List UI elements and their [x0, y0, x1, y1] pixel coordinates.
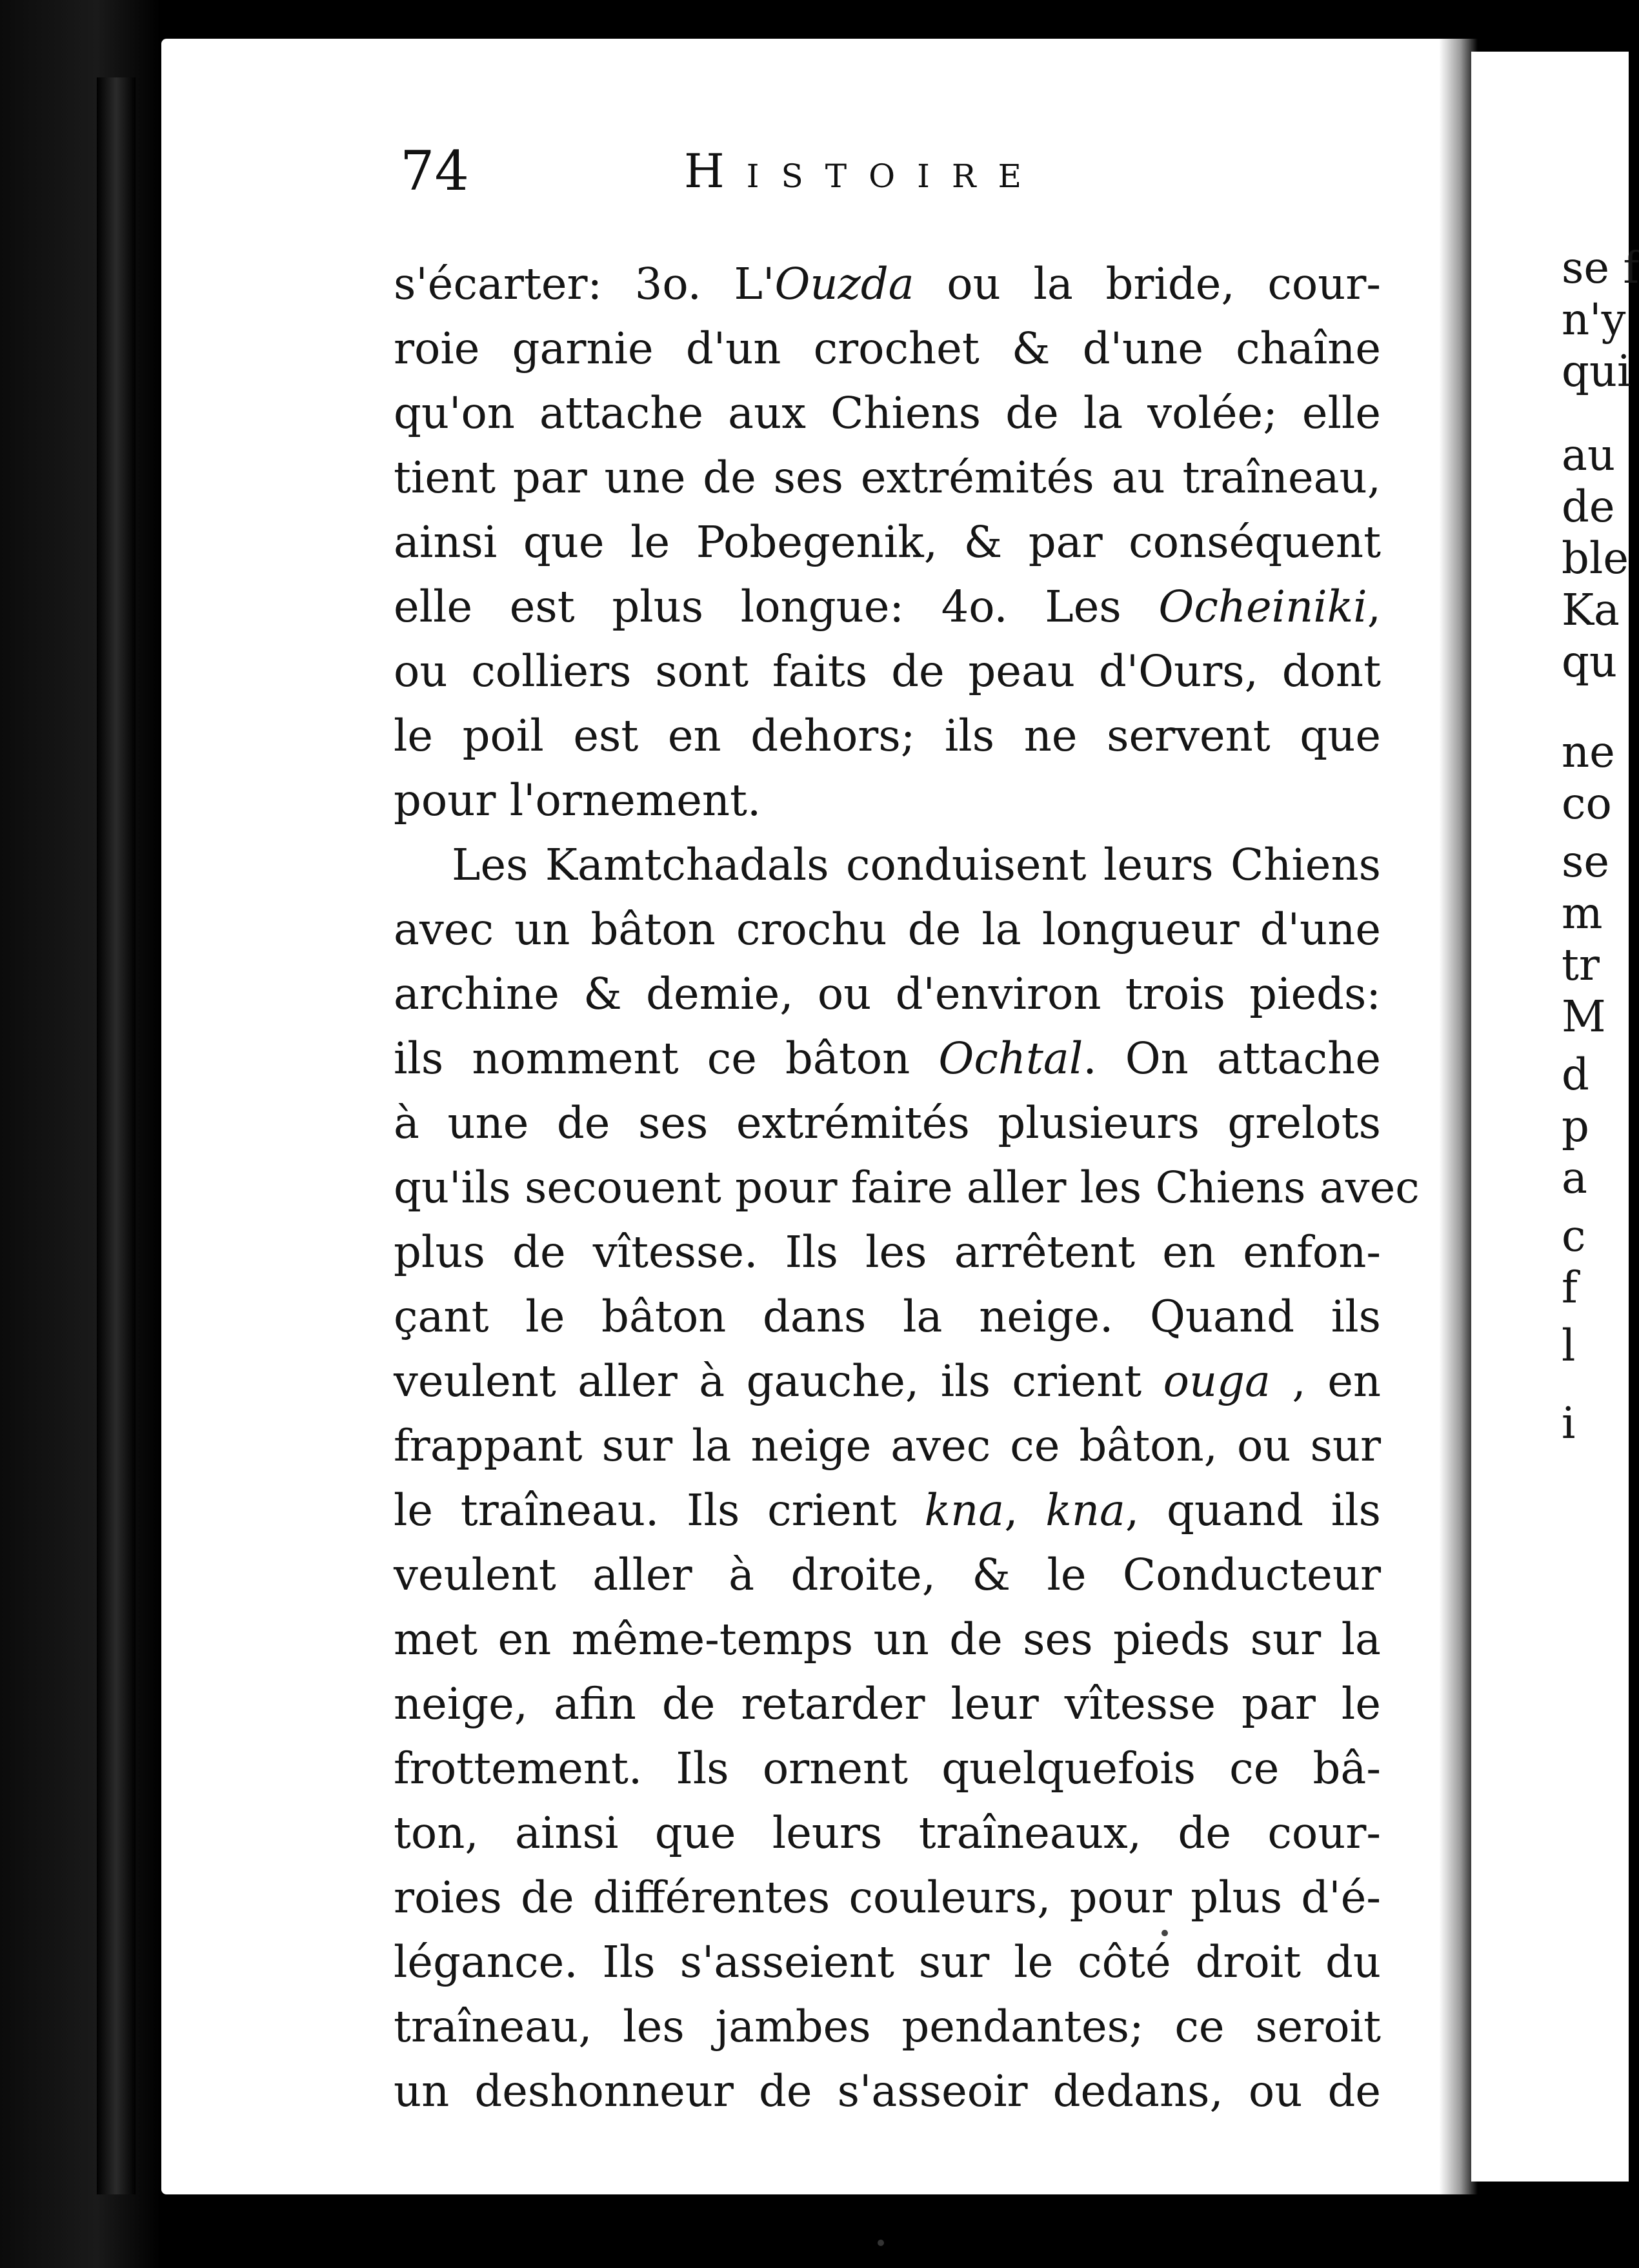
running-head: [400, 132, 1161, 210]
facing-line-fragment: au: [1562, 430, 1616, 480]
facing-line-fragment: se: [1562, 836, 1610, 887]
text-line: s'écarter: 3o. L'Ouzda ou la bride, cour-: [394, 259, 1381, 309]
page-number: 74: [400, 139, 469, 203]
ink-speck: [878, 2240, 884, 2246]
book-gutter: [0, 0, 161, 2268]
text-line: Les Kamtchadals conduisent leurs Chiens: [452, 840, 1381, 890]
text-line: archine & demie, ou d'environ trois pieds:: [394, 969, 1381, 1019]
facing-line-fragment: tr: [1562, 940, 1600, 990]
facing-line-fragment: m: [1562, 888, 1603, 938]
text-line: neige, afin de retarder leur vîtesse par le: [394, 1679, 1381, 1729]
text-line: elle est plus longue: 4o. Les Ocheiniki,: [394, 582, 1381, 632]
text-line: met en même-temps un de ses pieds sur la: [394, 1614, 1381, 1665]
text-line: qu'ils secouent pour faire aller les Chiens avec: [394, 1162, 1420, 1213]
facing-line-fragment: M: [1562, 991, 1606, 1042]
text-line: avec un bâton crochu de la longueur d'une: [394, 904, 1381, 955]
facing-line-fragment: ne: [1562, 727, 1615, 777]
text-line: frottement. Ils ornent quelquefois ce bâ-: [394, 1743, 1381, 1794]
text-line: le traîneau. Ils crient kna, kna, quand ils: [394, 1485, 1381, 1535]
page-stack-edge: [97, 77, 136, 2194]
text-line: frappant sur la neige avec ce bâton, ou sur: [394, 1421, 1381, 1471]
facing-line-fragment: co: [1562, 778, 1612, 829]
body-text: [394, 255, 1420, 2140]
facing-line-fragment: c: [1562, 1211, 1586, 1261]
text-line: roies de différentes couleurs, pour plus d'é-: [394, 1872, 1381, 1923]
text-line: légance. Ils s'asseient sur le côté droit du: [394, 1937, 1381, 1987]
text-line: ainsi que le Pobegenik, & par conséquent: [394, 517, 1381, 567]
text-line: çant le bâton dans la neige. Quand ils: [394, 1291, 1381, 1342]
facing-line-fragment: Ka: [1562, 585, 1620, 635]
text-line: un deshonneur de s'asseoir dedans, ou de: [394, 2066, 1381, 2116]
ink-speck: [1161, 1930, 1168, 1936]
facing-line-fragment: se f: [1562, 243, 1639, 293]
facing-line-fragment: qui: [1562, 346, 1631, 396]
text-line: le poil est en dehors; ils ne servent que: [394, 711, 1381, 761]
facing-line-fragment: f: [1562, 1262, 1578, 1313]
facing-line-fragment: l: [1562, 1321, 1576, 1371]
text-line: roie garnie d'un crochet & d'une chaîne: [394, 323, 1381, 374]
facing-page: [1471, 52, 1639, 2182]
facing-line-fragment: i: [1562, 1398, 1576, 1448]
text-line: à une de ses extrémités plusieurs grelots: [394, 1098, 1381, 1148]
facing-line-fragment: ble: [1562, 533, 1629, 583]
text-line: veulent aller à gauche, ils crient ouga , en: [394, 1356, 1381, 1406]
facing-line-fragment: d: [1562, 1049, 1589, 1100]
text-line: ils nomment ce bâton Ochtal. On attache: [394, 1033, 1381, 1084]
text-line: veulent aller à droite, & le Conducteur: [394, 1550, 1381, 1600]
running-head-title: Histoire: [684, 144, 1044, 198]
facing-line-fragment: de: [1562, 481, 1615, 532]
text-line: tient par une de ses extrémités au traîneau,: [394, 452, 1381, 503]
text-line: traîneau, les jambes pendantes; ce seroit: [394, 2001, 1381, 2052]
facing-line-fragment: n'y: [1562, 294, 1626, 345]
text-line: ou colliers sont faits de peau d'Ours, dont: [394, 646, 1381, 696]
facing-line-fragment: p: [1562, 1101, 1589, 1151]
text-line: qu'on attache aux Chiens de la volée; elle: [394, 388, 1381, 438]
text-line: ton, ainsi que leurs traîneaux, de cour-: [394, 1808, 1381, 1858]
text-line: plus de vîtesse. Ils les arrêtent en enfon-: [394, 1227, 1381, 1277]
facing-line-fragment: a: [1562, 1153, 1587, 1203]
facing-line-fragment: qu: [1562, 636, 1618, 687]
text-line: pour l'ornement.: [394, 775, 761, 825]
